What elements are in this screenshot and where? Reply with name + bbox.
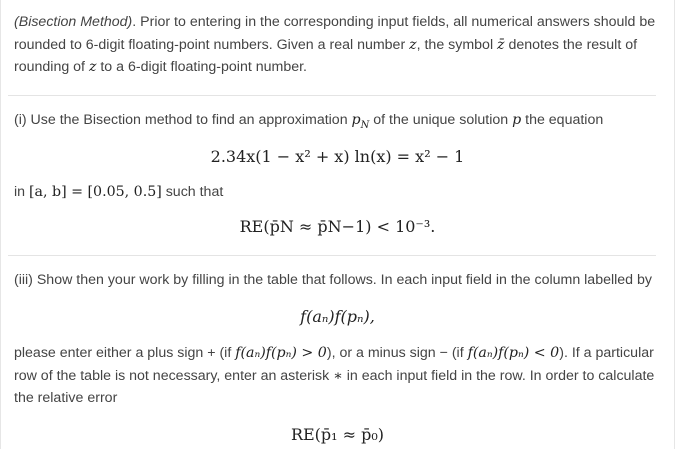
column-label-display: f(aₙ)f(pₙ), bbox=[300, 307, 375, 326]
part3-text-2: please enter either a plus sign + (if bbox=[14, 345, 236, 361]
var-p: p bbox=[512, 112, 522, 128]
intro-text-3: denotes the result of rounding of bbox=[14, 36, 638, 75]
part1-text-3: the equation bbox=[521, 112, 604, 128]
part3-text-5: in each input field in the row. In order to calculate the relative error bbox=[14, 367, 655, 406]
divider-1 bbox=[8, 95, 656, 96]
var-z-bar: z̄ bbox=[497, 36, 505, 53]
part1-text-1: (i) Use the Bisection method to find an approximation bbox=[14, 112, 352, 128]
part3-text-4: ). If a particular row of the table is not necessary, enter an asterisk bbox=[14, 345, 654, 384]
minus-condition: f(aₙ)f(pₙ) < 0 bbox=[467, 345, 560, 361]
var-z-2: z bbox=[88, 59, 97, 75]
part1-text-2: of the unique solution bbox=[369, 112, 513, 128]
part3-intro bbox=[14, 269, 662, 292]
part3-text-1: (iii) Show then your work by filling in the table that follows. In each input field in the column labelled by bbox=[14, 272, 652, 288]
stopping-criterion: RE(p̄N ≈ p̄N−1) < 10⁻³. bbox=[239, 217, 436, 236]
intro-paragraph bbox=[14, 11, 662, 79]
interval-post: such that bbox=[161, 184, 224, 200]
intro-text-4: to a 6-digit floating-point number. bbox=[96, 59, 307, 75]
var-pN: $p_N$ bbox=[351, 112, 370, 131]
intro-text-1: . Prior to entering in the corresponding input fields, all numerical answers should be rounded to 6-digit floating-point numbers. Given a real number bbox=[14, 14, 656, 53]
divider-2 bbox=[8, 255, 656, 256]
intro-text-2: , the symbol bbox=[416, 36, 498, 53]
part3-instructions bbox=[14, 342, 662, 410]
part1-intro bbox=[14, 109, 662, 132]
interval-math: [a, b] = [0.05, 0.5] bbox=[28, 184, 162, 200]
interval-line bbox=[14, 181, 662, 204]
var-z: z bbox=[409, 36, 417, 53]
part3-text-3: ), or a minus sign − (if bbox=[326, 345, 468, 361]
equation-display: 2.34x(1 − x² + x) ln(x) = x² − 1 bbox=[210, 147, 465, 166]
plus-condition: f(aₙ)f(pₙ) > 0 bbox=[235, 345, 327, 361]
relative-error-display: RE(p̄₁ ≈ p̄₀) bbox=[290, 425, 385, 444]
method-label: (Bisection Method) bbox=[14, 14, 133, 30]
interval-pre: in bbox=[14, 184, 29, 200]
asterisk-symbol: ∗ bbox=[333, 367, 343, 384]
